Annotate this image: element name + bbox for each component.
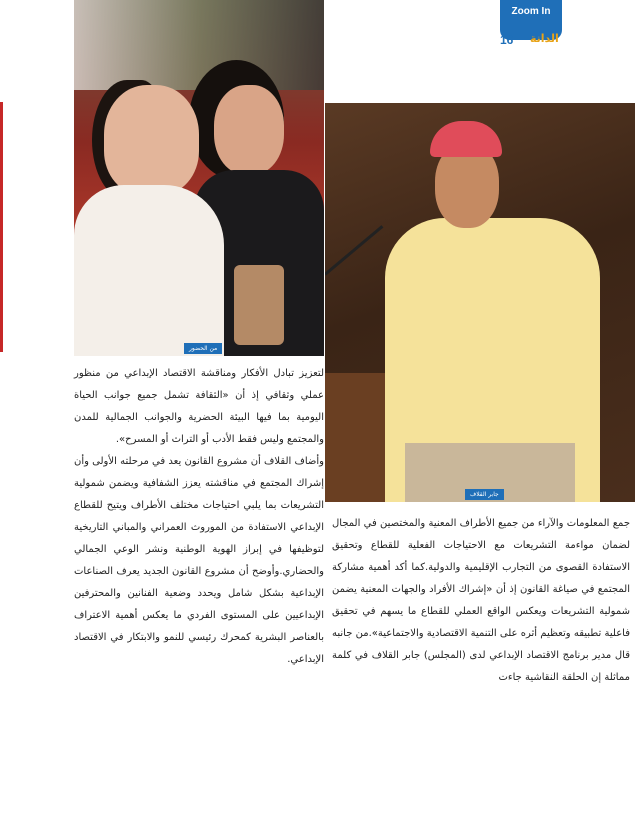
- section-label: Zoom In: [511, 6, 551, 17]
- speaker-photo: [325, 103, 635, 502]
- article-column-left: [74, 363, 324, 671]
- magazine-logo: الدانة: [530, 32, 559, 45]
- left-accent-rule: [0, 102, 3, 352]
- paragraph: لتعزيز تبادل الأفكار ومناقشة الاقتصاد الإبداعي من منظور عملي وثقافي إذ أن «الثقافة تشمل جميع جوانب الحياة اليومية بما فيها البيئة الحضرية والجوانب الجمالية للمدن والمجتمع وليس فقط الأدب أو التراث أو المسرح».: [74, 368, 324, 445]
- attendee-face: [214, 85, 284, 175]
- attendee-body: [74, 185, 224, 356]
- paragraph: جمع المعلومات والآراء من جميع الأطراف المعنية والمختصين في المجال لضمان مواءمة التشريعات مع الاحتياجات الفعلية للقطاع وتحقيق الاستفادة القصوى من التجارب الإقليمية والدولية.كما أكد أهمية مشاركة المجتمع في صياغة القانون إذ أن «إشراك الأفراد والجهات المعنية يضمن شمولية التشريعات ويعكس الواقع العملي للقطاع ما يسهم في تحقيق فاعلية تطبيقه وتعظيم أثره على التنمية الاقتصادية والاجتماعية».من جانبه قال مدير برنامج الاقتصاد الإبداعي لدى (المجلس) جابر القلاف في كلمة مماثلة إن الحلقة النقاشية جاءت: [332, 518, 630, 683]
- attendee-face: [104, 85, 199, 195]
- page-number: 16: [500, 33, 514, 47]
- article-column-right: [332, 513, 630, 689]
- background-attendees: [74, 0, 324, 90]
- speaker-cap: [430, 121, 502, 157]
- handbag: [234, 265, 284, 345]
- photo-caption: من الحضور: [184, 343, 222, 354]
- microphone: [325, 225, 383, 276]
- paragraph: وأضاف القلاف أن مشروع القانون يعد في مرحلته الأولى وأن إشراك المجتمع في مناقشته يعزز الشفافية ويضمن شمولية التشريعات بما يلبي احتياجات مختلف الأطراف ويتيح للقطاع الإبداعي الاستفادة من الموروث العمراني والمباني التاريخية لتوظيفها في إبراز الهوية الوطنية ونشر الوعي الجمالي والحضاري.وأوضح أن مشروع القانون الجديد يعرف الصناعات الإبداعية بشكل شامل ويحدد وضعية الفنانين والمحترفين الإبداعيين على المستوى الفردي ما يعكس أهمية الاعتراف بالعناصر البشرية كمحرك رئيسي للنمو والابتكار في الاقتصاد الإبداعي.: [74, 456, 324, 665]
- photo-caption: جابر القلاف: [465, 489, 504, 500]
- audience-photo: [74, 0, 324, 356]
